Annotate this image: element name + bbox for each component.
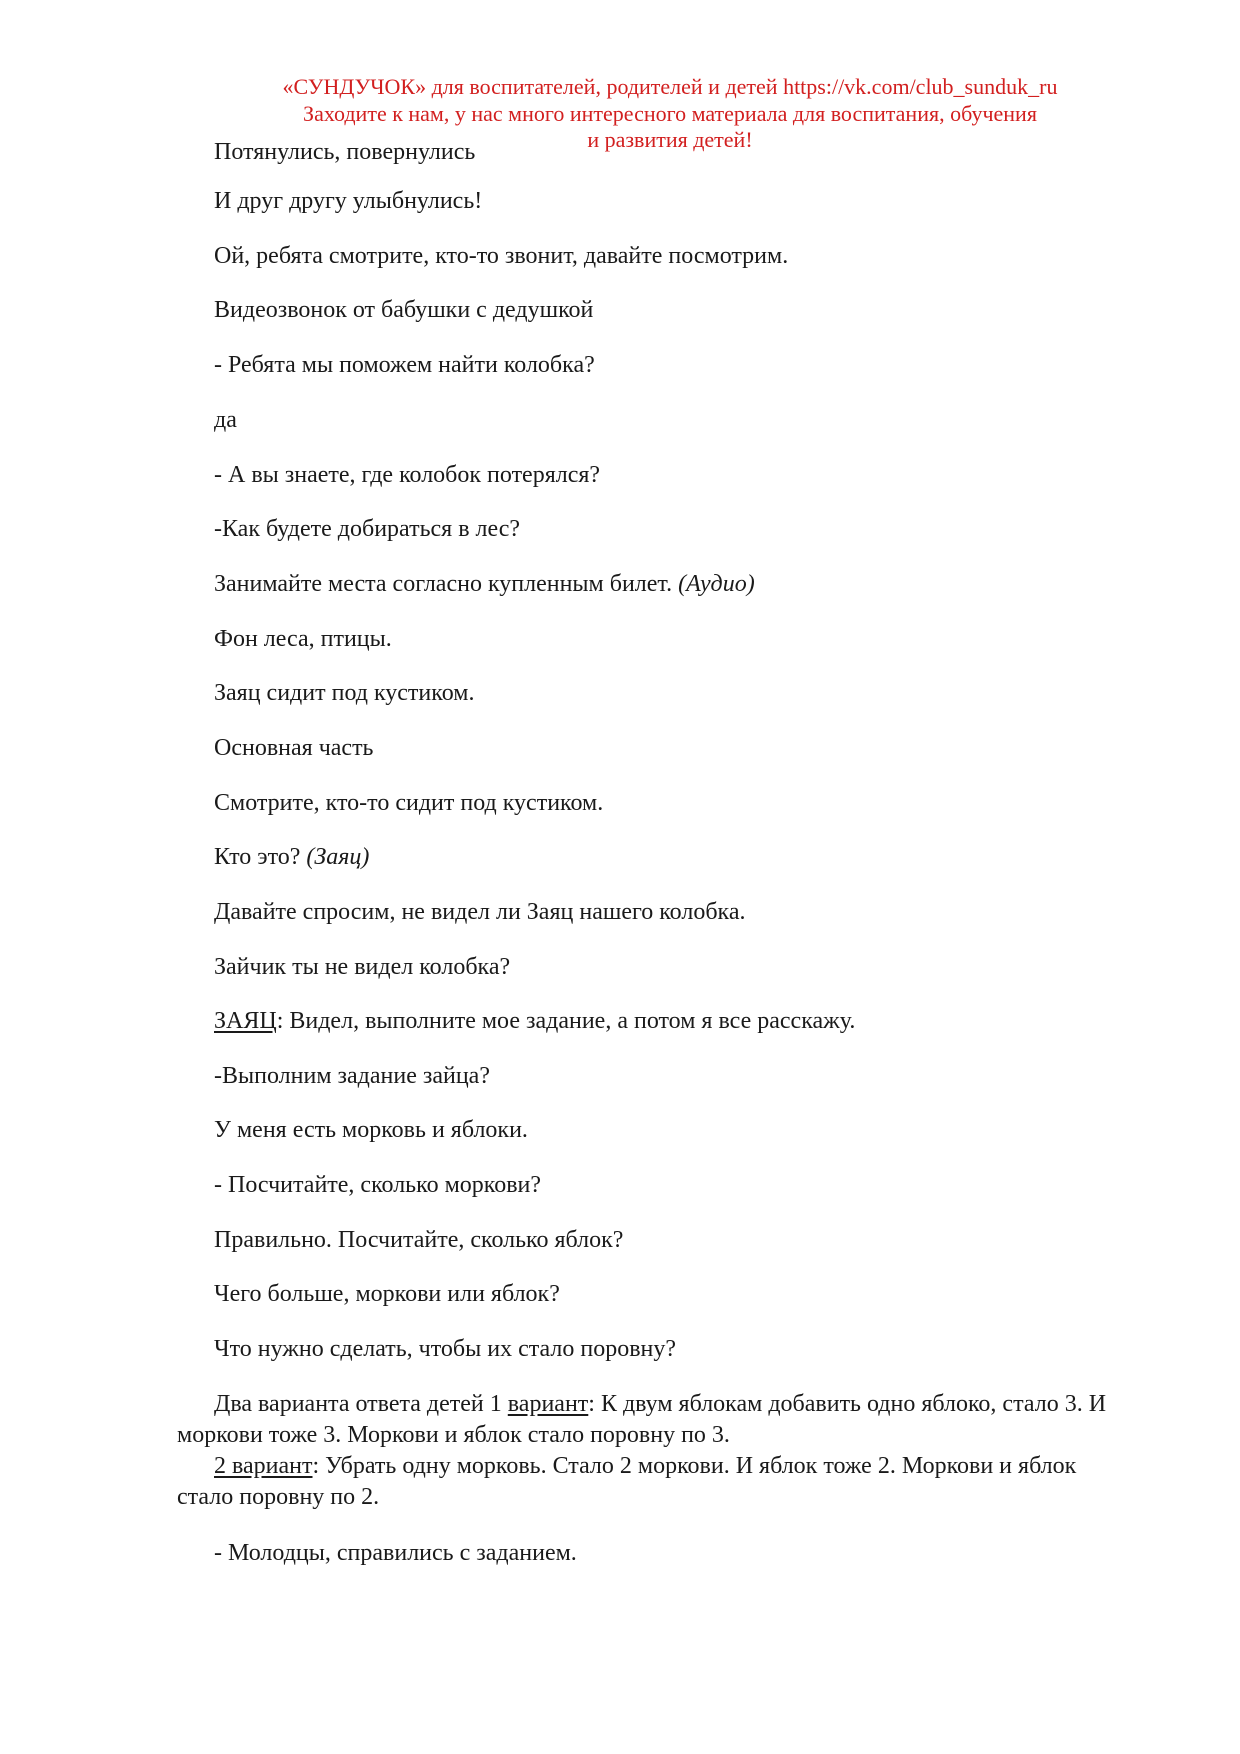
variant-2-paragraph [177,1451,1132,1513]
text-line: Правильно. Посчитайте, сколько яблок? [214,1227,624,1253]
text-line: Заяц сидит под кустиком. [214,680,475,706]
text-line: Ой, ребята смотрите, кто-то звонит, давайте посмотрим. [214,243,789,269]
text-line: -Выполним задание зайца? [214,1063,490,1089]
text-line: - Посчитайте, сколько моркови? [214,1172,542,1198]
text-line: Смотрите, кто-то сидит под кустиком. [214,790,604,816]
question-text: Кто это? [214,844,307,870]
variant-1-prefix: Два варианта ответа детей 1 [214,1391,508,1417]
audio-note: (Аудио) [678,571,755,597]
text-line: - А вы знаете, где колобок потерялся? [214,462,601,488]
text-line: У меня есть морковь и яблоки. [214,1117,528,1143]
text-line: Давайте спросим, не видел ли Заяц нашего колобка. [214,899,746,925]
promo-header-line-1: «СУНДУЧОК» для воспитателей, родителей и детей https://vk.com/club_sunduk_ru [282,74,1058,99]
variant-1-text: : К двум яблокам добавить одно яблоко, стало 3. И моркови тоже 3. Моркови и яблок стало поровну по 3. [177,1391,1107,1448]
text-line: Что нужно сделать, чтобы их стало поровну? [214,1336,677,1362]
audio-instruction-line [214,569,755,599]
promo-header-line-2: Заходите к нам, у нас много интересного материала для воспитания, обучения [303,100,1037,126]
section-heading: Основная часть [214,735,374,761]
text-line: Видеозвонок от бабушки с дедушкой [214,297,594,323]
speaker-label: ЗАЯЦ [214,1008,277,1034]
text-line: Чего больше, моркови или яблок? [214,1281,560,1307]
variant-2-text: : Убрать одну морковь. Стало 2 моркови. И яблок тоже 2. Моркови и яблок стало поровну по 2. [177,1453,1077,1510]
variant-2-label: 2 вариант [214,1453,313,1479]
text-line: Зайчик ты не видел колобка? [214,954,511,980]
text-line: И друг другу улыбнулись! [214,188,483,214]
answer-note: (Заяц) [306,844,370,870]
text-line: -Как будете добираться в лес? [214,516,521,542]
text-line: - Ребята мы поможем найти колобка? [214,352,595,378]
question-line [214,842,369,872]
hare-speech-line [214,1006,855,1036]
text-line: да [214,407,237,433]
hare-speech-text: : Видел, выполните мое задание, а потом я все расскажу. [276,1008,856,1034]
variant-1-paragraph [177,1389,1132,1451]
text-line: - Молодцы, справились с заданием. [214,1540,577,1566]
audio-instruction-text: Занимайте места согласно купленным билет. [214,571,679,597]
text-line: Потянулись, повернулись [214,139,476,165]
variant-1-label: вариант [507,1391,589,1417]
promo-header-line-3: и развития детей! [587,127,753,152]
text-line: Фон леса, птицы. [214,626,392,652]
